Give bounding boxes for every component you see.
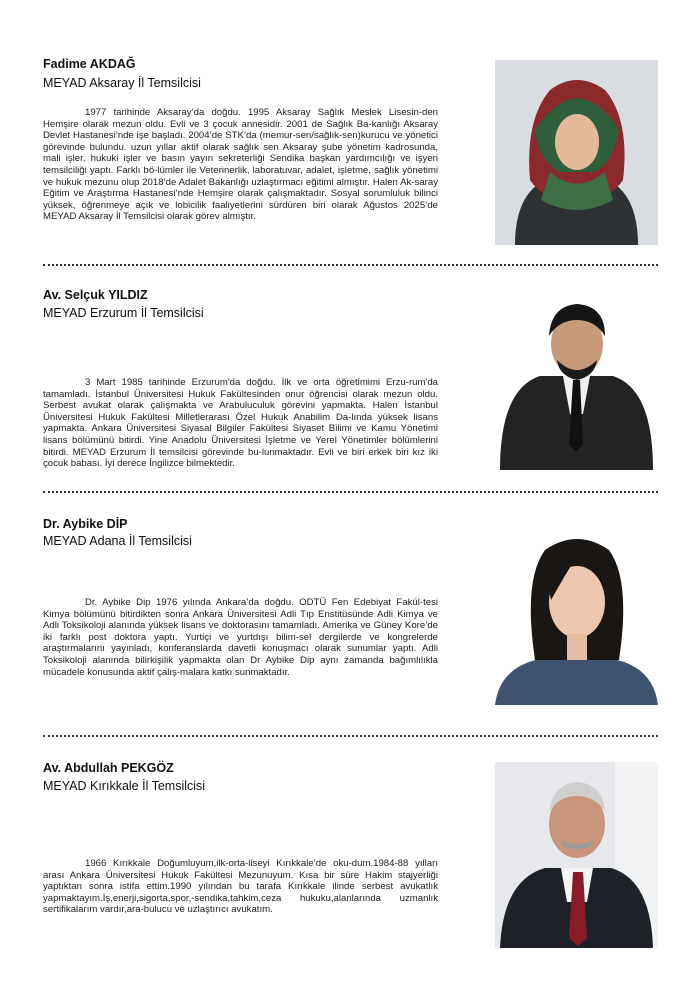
profile-name: Av. Selçuk YILDIZ <box>43 288 148 302</box>
section-divider <box>43 491 658 493</box>
profile-photo <box>495 284 658 470</box>
profile-name: Av. Abdullah PEKGÖZ <box>43 761 174 775</box>
section-divider <box>43 264 658 266</box>
profile-role: MEYAD Erzurum İl Temsilcisi <box>43 306 204 320</box>
profile-photo <box>495 520 658 705</box>
profile-role: MEYAD Aksaray İl Temsilcisi <box>43 76 201 90</box>
profile-photo <box>495 762 658 948</box>
profile-bio: 1966 Kırıkkale Doğumluyum,ilk-orta-liseyi Kırıkkale’de oku-dum.1984-88 yılları arası Ankara Üniversitesi Hukuk Fakültesi Mezunuyum. Kısa bir süre Hakim stajyerliği yaptıktan sonra istifa ettim.1990 yılından bu tarafa Kırıkkale ilinde serbest avukatlık yapmaktayım.İş,enerji,sigorta,spor,-sendika,tahkim,ceza hukuku,alanlarında uzmanlık sertifikalarım vardır,ara-bulucu ve uzlaştırıcı avukatım. <box>43 858 438 916</box>
profile-name: Fadime AKDAĞ <box>43 57 136 71</box>
profile-role: MEYAD Adana İl Temsilcisi <box>43 534 192 548</box>
profile-bio: 1977 tarihinde Aksaray’da doğdu. 1995 Aksaray Sağlık Meslek Lisesin-den Hemşire olarak mezun oldu. Evli ve 3 çocuk annesidir. 2001 de Sağlık Ba-kanlığı Aksaray Devlet Hastanesi’nde işe başladı. 2004’de STK’da (memur-sen/sağlık-sen)kurucu ve yönetici görevinde bulundu. uzun yıllar aktif olarak sağlık sen Aksaray şube yönetim kadrosunda, mali işler, hukuki işler ve basın yayın sekreterliği Sendika başkan yardımcılığı ve işyeri temsilciliği yaptı. Farklı bö-lümler ile Veterinerlik, laboratuvar, adalet, işletme, sağlık yönetimi ve hukuk mezunu olup 2018’de Adalet Bakanlığı uzlaştırmacı eğitimi almıştır. Halen Ak-saray Eğitim ve Araştırma Hastanesi’nde Hemşire olarak çalışmaktadır. Sosyal sorumluluk bilinci yüksek, öğrenmeye açık ve lobicilik faaliyetlerini sürdüren biri olarak Ağustos 2025’de MEYAD Aksaray İl Temsilcisi olarak görev almıştır. <box>43 107 438 223</box>
profile-photo <box>495 60 658 245</box>
profile-role: MEYAD Kırıkkale İl Temsilcisi <box>43 779 206 793</box>
profile-name: Dr. Aybike DİP <box>43 517 128 531</box>
section-divider <box>43 735 658 737</box>
profile-bio: 3 Mart 1985 tarihinde Erzurum'da doğdu. İlk ve orta öğretimimi Erzu-rum'da tamamladı. İstanbul Üniversitesi Hukuk Fakültesinden onur öğrencisi olarak mezun oldu. Serbest avukat olarak çalışmakta ve Arabuluculuk görevini yapmakta. Halen İstanbul Üniversitesi Hukuk Fakültesi Milletlerarası Özel Hukuk Anabilim Da-lında yüksek lisans yapmakta. Ankara Üniversitesi Siyasal Bilgiler Fakültesi Siyaset Bilimi ve Kamu Yönetimi lisans bölümünü bitirdi. Yine Anadolu Üniversitesi İşletme ve Yerel Yönetimler bölümlerini bitirdi. MEYAD Erzurum İl temsilcisi görevinde bu-lunmaktadır. Evli ve biri erkek biri kız iki çocuk babası. İyi derece İngilizce bilmektedir. <box>43 377 438 470</box>
profile-bio: Dr. Aybike Dip 1976 yılında Ankara’da doğdu. ODTÜ Fen Edebiyat Fakül-tesi Kimya bölümünü bitirdikten sonra Ankara Üniversitesi Adli Tıp Enstitüsünde Adli Kimya ve Adli Toksikoloji alanında yüksek lisans ve doktorasını tamamladı. Amerika ve Güney Kore’de iki farklı post doktora yaptı. Yurtiçi ve yurtdışı bilim-sel dergilerde ve kongrelerde araştırmalarını yayınladı, konferanslarda davetli konuşmacı olarak sunumlar yaptı. Adli Toksikoloji alanında bilirkişilik yapmakta olan Dr Aybike Dip aynı zamanda bağımlılıkla mücadele konusunda aktif çalış-malara katkı sunmaktadır. <box>43 597 438 678</box>
